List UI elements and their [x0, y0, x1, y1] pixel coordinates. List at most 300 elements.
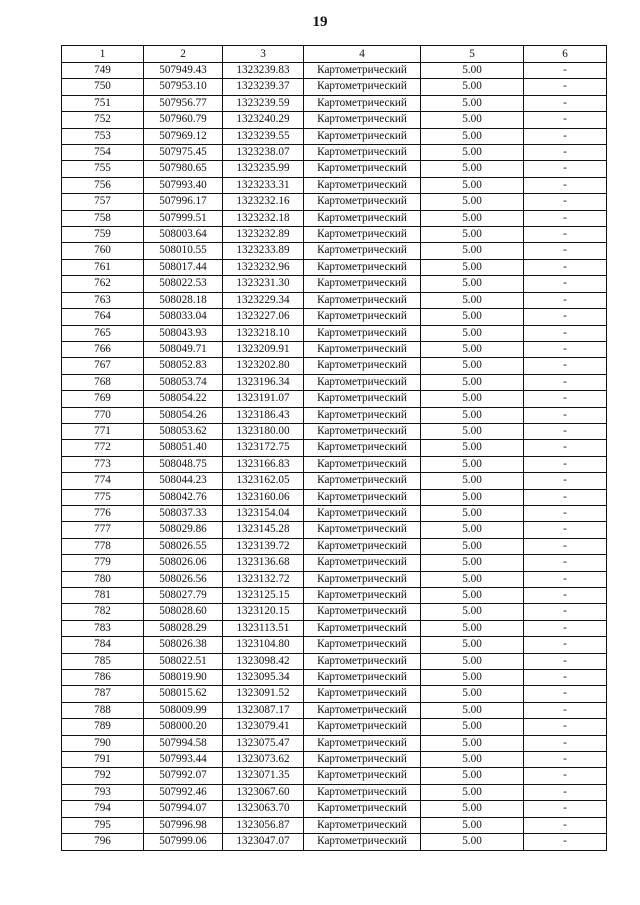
table-cell: 1323218.10: [223, 325, 304, 341]
table-cell: Картометрический: [304, 571, 421, 587]
table-cell: 1323166.83: [223, 456, 304, 472]
table-cell: 794: [62, 801, 144, 817]
table-cell: 1323232.18: [223, 210, 304, 226]
table-cell: 508019.90: [144, 670, 223, 686]
table-cell: 5.00: [421, 735, 524, 751]
table-cell: -: [524, 670, 607, 686]
table-cell: Картометрический: [304, 473, 421, 489]
table-row: [62, 358, 607, 374]
table-cell: 5.00: [421, 145, 524, 161]
table-cell: 5.00: [421, 473, 524, 489]
table-cell: 508043.93: [144, 325, 223, 341]
table-cell: 507953.10: [144, 79, 223, 95]
table-cell: -: [524, 817, 607, 833]
table-cell: 507996.17: [144, 194, 223, 210]
table-cell: -: [524, 243, 607, 259]
table-cell: -: [524, 358, 607, 374]
table-cell: -: [524, 604, 607, 620]
table-row: [62, 538, 607, 554]
table-cell: 788: [62, 702, 144, 718]
table-cell: 1323154.04: [223, 505, 304, 521]
table-row: [62, 79, 607, 95]
table-cell: 5.00: [421, 227, 524, 243]
table-row: [62, 374, 607, 390]
table-cell: 5.00: [421, 309, 524, 325]
table-cell: 1323091.52: [223, 686, 304, 702]
table-cell: -: [524, 473, 607, 489]
table-cell: 784: [62, 637, 144, 653]
table-cell: Картометрический: [304, 456, 421, 472]
table-cell: 5.00: [421, 637, 524, 653]
column-header: 1: [62, 46, 144, 63]
table-cell: 770: [62, 407, 144, 423]
table-cell: 1323232.96: [223, 259, 304, 275]
table-cell: 1323196.34: [223, 374, 304, 390]
table-cell: -: [524, 571, 607, 587]
table-cell: 768: [62, 374, 144, 390]
table-row: [62, 817, 607, 833]
table-cell: 507960.79: [144, 112, 223, 128]
table-cell: 508022.53: [144, 276, 223, 292]
table-cell: 1323136.68: [223, 555, 304, 571]
table-cell: 5.00: [421, 391, 524, 407]
table-row: [62, 505, 607, 521]
table-cell: 1323239.55: [223, 128, 304, 144]
table-cell: 771: [62, 423, 144, 439]
table-cell: 786: [62, 670, 144, 686]
table-row: [62, 620, 607, 636]
table-cell: 1323095.34: [223, 670, 304, 686]
table-cell: 507956.77: [144, 95, 223, 111]
table-cell: 1323232.89: [223, 227, 304, 243]
table-cell: 508022.51: [144, 653, 223, 669]
table-cell: 790: [62, 735, 144, 751]
table-cell: 508026.55: [144, 538, 223, 554]
table-cell: 769: [62, 391, 144, 407]
table-cell: 753: [62, 128, 144, 144]
table-cell: 5.00: [421, 128, 524, 144]
table-cell: 772: [62, 440, 144, 456]
table-cell: 1323186.43: [223, 407, 304, 423]
table-cell: 5.00: [421, 79, 524, 95]
table-cell: -: [524, 63, 607, 79]
table-cell: -: [524, 423, 607, 439]
coordinates-table: [61, 45, 607, 851]
table-cell: 1323180.00: [223, 423, 304, 439]
table-cell: 1323238.07: [223, 145, 304, 161]
table-cell: 773: [62, 456, 144, 472]
table-cell: 1323231.30: [223, 276, 304, 292]
table-cell: 1323235.99: [223, 161, 304, 177]
table-cell: 761: [62, 259, 144, 275]
table-cell: 1323104.80: [223, 637, 304, 653]
table-cell: -: [524, 702, 607, 718]
table-cell: -: [524, 79, 607, 95]
table-cell: 5.00: [421, 555, 524, 571]
table-cell: 508027.79: [144, 588, 223, 604]
table-cell: 507996.98: [144, 817, 223, 833]
table-cell: Картометрический: [304, 358, 421, 374]
table-cell: 778: [62, 538, 144, 554]
table-cell: 1323073.62: [223, 752, 304, 768]
table-cell: -: [524, 735, 607, 751]
table-cell: 508026.56: [144, 571, 223, 587]
table-cell: 5.00: [421, 112, 524, 128]
table-row: [62, 341, 607, 357]
table-row: [62, 423, 607, 439]
table-cell: 762: [62, 276, 144, 292]
table-cell: 507994.58: [144, 735, 223, 751]
table-cell: 1323071.35: [223, 768, 304, 784]
table-cell: Картометрический: [304, 686, 421, 702]
table-cell: 5.00: [421, 276, 524, 292]
table-cell: 5.00: [421, 686, 524, 702]
table-row: [62, 653, 607, 669]
column-header: 2: [144, 46, 223, 63]
table-cell: 5.00: [421, 341, 524, 357]
table-cell: Картометрический: [304, 735, 421, 751]
table-cell: Картометрический: [304, 620, 421, 636]
table-cell: -: [524, 325, 607, 341]
table-cell: -: [524, 588, 607, 604]
table-row: [62, 522, 607, 538]
table-cell: 508052.83: [144, 358, 223, 374]
table-cell: 5.00: [421, 817, 524, 833]
table-cell: 1323202.80: [223, 358, 304, 374]
table-cell: 508029.86: [144, 522, 223, 538]
table-cell: 751: [62, 95, 144, 111]
table-cell: 508028.29: [144, 620, 223, 636]
table-cell: Картометрический: [304, 325, 421, 341]
table-cell: 774: [62, 473, 144, 489]
table-cell: 752: [62, 112, 144, 128]
table-cell: 508051.40: [144, 440, 223, 456]
table-cell: -: [524, 456, 607, 472]
table-cell: 5.00: [421, 407, 524, 423]
table-cell: 508048.75: [144, 456, 223, 472]
table-cell: 756: [62, 177, 144, 193]
table-row: [62, 161, 607, 177]
table-cell: 508042.76: [144, 489, 223, 505]
table-cell: 507969.12: [144, 128, 223, 144]
table-cell: Картометрический: [304, 440, 421, 456]
table-cell: 1323229.34: [223, 292, 304, 308]
table-cell: 507999.51: [144, 210, 223, 226]
table-cell: 5.00: [421, 834, 524, 850]
table-cell: 5.00: [421, 752, 524, 768]
table-cell: 796: [62, 834, 144, 850]
table-cell: 767: [62, 358, 144, 374]
table-cell: Картометрический: [304, 259, 421, 275]
table-cell: 5.00: [421, 440, 524, 456]
table-cell: 508015.62: [144, 686, 223, 702]
table-cell: -: [524, 112, 607, 128]
table-row: [62, 768, 607, 784]
table-cell: 5.00: [421, 505, 524, 521]
table-cell: -: [524, 522, 607, 538]
table-cell: -: [524, 801, 607, 817]
table-cell: 789: [62, 719, 144, 735]
table-cell: 1323239.59: [223, 95, 304, 111]
table-cell: 1323227.06: [223, 309, 304, 325]
table-cell: Картометрический: [304, 374, 421, 390]
table-cell: -: [524, 145, 607, 161]
table-cell: -: [524, 620, 607, 636]
table-cell: 766: [62, 341, 144, 357]
table-cell: -: [524, 276, 607, 292]
table-cell: Картометрический: [304, 79, 421, 95]
table-cell: 777: [62, 522, 144, 538]
table-cell: 1323063.70: [223, 801, 304, 817]
table-row: [62, 63, 607, 79]
table-cell: 508003.64: [144, 227, 223, 243]
table-cell: 1323067.60: [223, 784, 304, 800]
table-cell: Картометрический: [304, 719, 421, 735]
table-body: [62, 63, 607, 851]
table-cell: 795: [62, 817, 144, 833]
table-cell: Картометрический: [304, 128, 421, 144]
table-cell: Картометрический: [304, 784, 421, 800]
table-row: [62, 177, 607, 193]
table-cell: 783: [62, 620, 144, 636]
table-cell: -: [524, 194, 607, 210]
table-row: [62, 604, 607, 620]
table-row: [62, 555, 607, 571]
table-cell: 5.00: [421, 259, 524, 275]
table-cell: 5.00: [421, 801, 524, 817]
table-row: [62, 210, 607, 226]
table-cell: 757: [62, 194, 144, 210]
table-cell: 5.00: [421, 194, 524, 210]
table-cell: 764: [62, 309, 144, 325]
table-cell: 508044.23: [144, 473, 223, 489]
table-cell: -: [524, 227, 607, 243]
table-row: [62, 834, 607, 850]
table-cell: Картометрический: [304, 588, 421, 604]
table-cell: 508053.74: [144, 374, 223, 390]
table-cell: Картометрический: [304, 391, 421, 407]
table-cell: Картометрический: [304, 768, 421, 784]
table-cell: -: [524, 653, 607, 669]
table-cell: 785: [62, 653, 144, 669]
table-cell: -: [524, 719, 607, 735]
table-cell: -: [524, 374, 607, 390]
table-cell: Картометрический: [304, 489, 421, 505]
table-row: [62, 227, 607, 243]
table-cell: -: [524, 210, 607, 226]
table-row: [62, 145, 607, 161]
table-cell: 776: [62, 505, 144, 521]
table-cell: Картометрический: [304, 522, 421, 538]
table-cell: -: [524, 505, 607, 521]
table-cell: Картометрический: [304, 112, 421, 128]
table-row: [62, 637, 607, 653]
table-cell: Картометрический: [304, 95, 421, 111]
table-cell: Картометрический: [304, 309, 421, 325]
table-cell: 508054.22: [144, 391, 223, 407]
table-cell: 1323172.75: [223, 440, 304, 456]
table-cell: 5.00: [421, 423, 524, 439]
column-header: 6: [524, 46, 607, 63]
table-cell: 1323209.91: [223, 341, 304, 357]
table-row: [62, 456, 607, 472]
table-cell: 1323098.42: [223, 653, 304, 669]
table-cell: 763: [62, 292, 144, 308]
table-cell: 1323125.15: [223, 588, 304, 604]
table-cell: 1323120.15: [223, 604, 304, 620]
table-cell: 793: [62, 784, 144, 800]
table-cell: Картометрический: [304, 637, 421, 653]
table-cell: 508026.38: [144, 637, 223, 653]
table-cell: 1323240.29: [223, 112, 304, 128]
table-cell: 5.00: [421, 653, 524, 669]
table-header-row: [62, 46, 607, 63]
column-header: 5: [421, 46, 524, 63]
table-cell: 507993.40: [144, 177, 223, 193]
table-cell: 782: [62, 604, 144, 620]
table-cell: 507949.43: [144, 63, 223, 79]
table-cell: 508033.04: [144, 309, 223, 325]
table-cell: Картометрический: [304, 407, 421, 423]
table-cell: 5.00: [421, 292, 524, 308]
table-cell: 760: [62, 243, 144, 259]
table-cell: 5.00: [421, 358, 524, 374]
table-cell: 507999.06: [144, 834, 223, 850]
table-row: [62, 194, 607, 210]
table-cell: 5.00: [421, 702, 524, 718]
table-cell: Картометрический: [304, 604, 421, 620]
table-cell: 5.00: [421, 374, 524, 390]
table-cell: 507992.46: [144, 784, 223, 800]
table-cell: 1323232.16: [223, 194, 304, 210]
table-cell: -: [524, 341, 607, 357]
table-cell: 1323162.05: [223, 473, 304, 489]
table-cell: Картометрический: [304, 276, 421, 292]
table-cell: -: [524, 752, 607, 768]
table-cell: 1323075.47: [223, 735, 304, 751]
table-row: [62, 391, 607, 407]
table-cell: Картометрический: [304, 145, 421, 161]
table-cell: 1323113.51: [223, 620, 304, 636]
table-row: [62, 702, 607, 718]
table-cell: 780: [62, 571, 144, 587]
table-cell: -: [524, 834, 607, 850]
table-cell: 749: [62, 63, 144, 79]
table-cell: Картометрический: [304, 702, 421, 718]
table-cell: 1323056.87: [223, 817, 304, 833]
table-cell: -: [524, 407, 607, 423]
table-cell: 508049.71: [144, 341, 223, 357]
table-cell: 5.00: [421, 177, 524, 193]
table-cell: 759: [62, 227, 144, 243]
table-cell: 507993.44: [144, 752, 223, 768]
table-cell: 1323079.41: [223, 719, 304, 735]
table-cell: 508053.62: [144, 423, 223, 439]
table-cell: 5.00: [421, 63, 524, 79]
table-cell: Картометрический: [304, 834, 421, 850]
table-cell: -: [524, 128, 607, 144]
table-cell: 5.00: [421, 243, 524, 259]
table-cell: 1323239.83: [223, 63, 304, 79]
table-cell: 508028.18: [144, 292, 223, 308]
table-cell: 1323132.72: [223, 571, 304, 587]
table-cell: 5.00: [421, 456, 524, 472]
table-cell: 750: [62, 79, 144, 95]
table-row: [62, 276, 607, 292]
table-row: [62, 752, 607, 768]
table-cell: 5.00: [421, 161, 524, 177]
table-cell: 1323145.28: [223, 522, 304, 538]
table-row: [62, 735, 607, 751]
table-cell: Картометрический: [304, 801, 421, 817]
table-cell: 5.00: [421, 670, 524, 686]
table-cell: -: [524, 95, 607, 111]
table-cell: 508017.44: [144, 259, 223, 275]
table-cell: 1323239.37: [223, 79, 304, 95]
table-cell: 5.00: [421, 522, 524, 538]
table-cell: -: [524, 686, 607, 702]
table-cell: 5.00: [421, 588, 524, 604]
table-cell: -: [524, 391, 607, 407]
table-cell: 508037.33: [144, 505, 223, 521]
table-cell: 1323233.31: [223, 177, 304, 193]
table-cell: 507994.07: [144, 801, 223, 817]
table-row: [62, 128, 607, 144]
table-row: [62, 112, 607, 128]
column-header: 3: [223, 46, 304, 63]
table-cell: Картометрический: [304, 227, 421, 243]
table-cell: -: [524, 259, 607, 275]
table-row: [62, 784, 607, 800]
table-cell: Картометрический: [304, 555, 421, 571]
table-cell: 754: [62, 145, 144, 161]
table-cell: 781: [62, 588, 144, 604]
table-cell: 5.00: [421, 719, 524, 735]
table-row: [62, 588, 607, 604]
table-cell: 775: [62, 489, 144, 505]
table-cell: 5.00: [421, 571, 524, 587]
table-cell: Картометрический: [304, 177, 421, 193]
table-cell: 508026.06: [144, 555, 223, 571]
page-number: 19: [312, 14, 328, 30]
table-row: [62, 309, 607, 325]
table-cell: 1323191.07: [223, 391, 304, 407]
table-row: [62, 670, 607, 686]
table-row: [62, 95, 607, 111]
table-cell: Картометрический: [304, 423, 421, 439]
table-cell: 508009.99: [144, 702, 223, 718]
table-cell: 5.00: [421, 489, 524, 505]
table-row: [62, 325, 607, 341]
column-header: 4: [304, 46, 421, 63]
table-cell: 5.00: [421, 620, 524, 636]
table-row: [62, 243, 607, 259]
table-cell: 508028.60: [144, 604, 223, 620]
table-cell: Картометрический: [304, 653, 421, 669]
table-cell: 1323087.17: [223, 702, 304, 718]
table-row: [62, 719, 607, 735]
table-cell: -: [524, 784, 607, 800]
table-cell: -: [524, 489, 607, 505]
table-cell: Картометрический: [304, 210, 421, 226]
table-cell: Картометрический: [304, 505, 421, 521]
table-cell: Картометрический: [304, 817, 421, 833]
table-cell: -: [524, 555, 607, 571]
table-row: [62, 489, 607, 505]
table-cell: -: [524, 768, 607, 784]
table-cell: 787: [62, 686, 144, 702]
table-cell: 508010.55: [144, 243, 223, 259]
